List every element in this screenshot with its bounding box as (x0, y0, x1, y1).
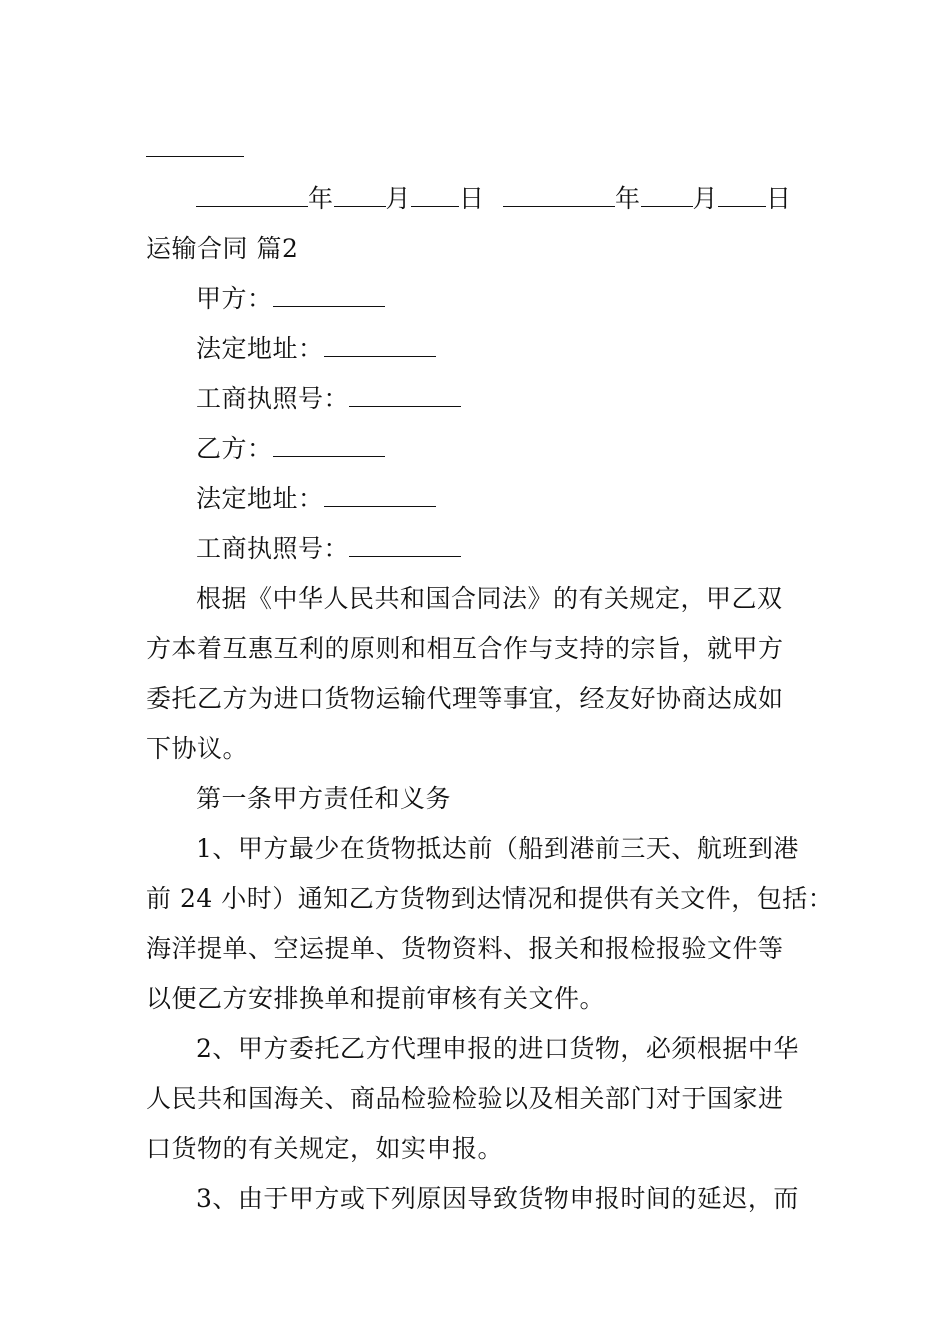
party-a-line (196, 284, 861, 314)
paragraph-line: 2、甲方委托乙方代理申报的进口货物，必须根据中华 (196, 1034, 799, 1063)
party-a-address-line (196, 334, 861, 364)
paragraph-line: 委托乙方为进口货物运输代理等事宜，经友好协商达成如 (146, 684, 784, 713)
party-b-blank[interactable] (273, 434, 385, 457)
party-b-line (196, 434, 861, 464)
date-blank-day-1[interactable] (411, 184, 459, 207)
paragraph-line: 1、甲方最少在货物抵达前（船到港前三天、航班到港 (196, 834, 799, 863)
paragraph-line: 下协议。 (146, 734, 249, 763)
paragraph-line: 以便乙方安排换单和提前审核有关文件。 (146, 984, 606, 1013)
month-label-2: 月 (692, 184, 719, 213)
paragraph-line: 根据《中华人民共和国合同法》的有关规定，甲乙双 (196, 584, 783, 613)
day-label-1: 日 (459, 184, 485, 213)
paragraph-line: 口货物的有关规定，如实申报。 (146, 1134, 504, 1163)
party-a-license-label: 工商执照号： (196, 384, 350, 413)
section-title: 运输合同 篇2 (146, 234, 299, 263)
party-b-license-blank[interactable] (349, 534, 461, 557)
month-label-1: 月 (385, 184, 412, 213)
paragraph-line: 人民共和国海关、商品检验检验以及相关部门对于国家进 (146, 1084, 784, 1113)
party-b-label: 乙方： (196, 434, 273, 463)
party-a-license-blank[interactable] (349, 384, 461, 407)
date-blank-day-2[interactable] (718, 184, 766, 207)
paragraph-line: 3、由于甲方或下列原因导致货物申报时间的延迟，而 (196, 1184, 799, 1213)
party-a-label: 甲方： (196, 284, 273, 313)
date-blank-year-2[interactable] (503, 184, 615, 207)
paragraph-line: 海洋提单、空运提单、货物资料、报关和报检报验文件等 (146, 934, 784, 963)
paragraph-line: 前 24 小时）通知乙方货物到达情况和提供有关文件，包括： (146, 884, 834, 913)
day-label-2: 日 (766, 184, 792, 213)
signature-blank-line (146, 156, 244, 157)
date-blank-month-2[interactable] (641, 184, 693, 207)
year-label-2: 年 (615, 184, 641, 213)
party-a-address-blank[interactable] (324, 334, 436, 357)
party-a-address-label: 法定地址： (196, 334, 324, 363)
party-a-blank[interactable] (273, 284, 385, 307)
party-b-address-blank[interactable] (324, 484, 436, 507)
party-a-license-line (196, 384, 861, 414)
date-line (196, 184, 861, 214)
article-heading: 第一条甲方责任和义务 (196, 784, 452, 813)
date-blank-month-1[interactable] (334, 184, 386, 207)
party-b-address-line (196, 484, 861, 514)
party-b-address-label: 法定地址： (196, 484, 324, 513)
date-blank-year-1[interactable] (196, 184, 308, 207)
party-b-license-line (196, 534, 861, 564)
year-label-1: 年 (308, 184, 334, 213)
paragraph-line: 方本着互惠互利的原则和相互合作与支持的宗旨，就甲方 (146, 634, 784, 663)
party-b-license-label: 工商执照号： (196, 534, 350, 563)
